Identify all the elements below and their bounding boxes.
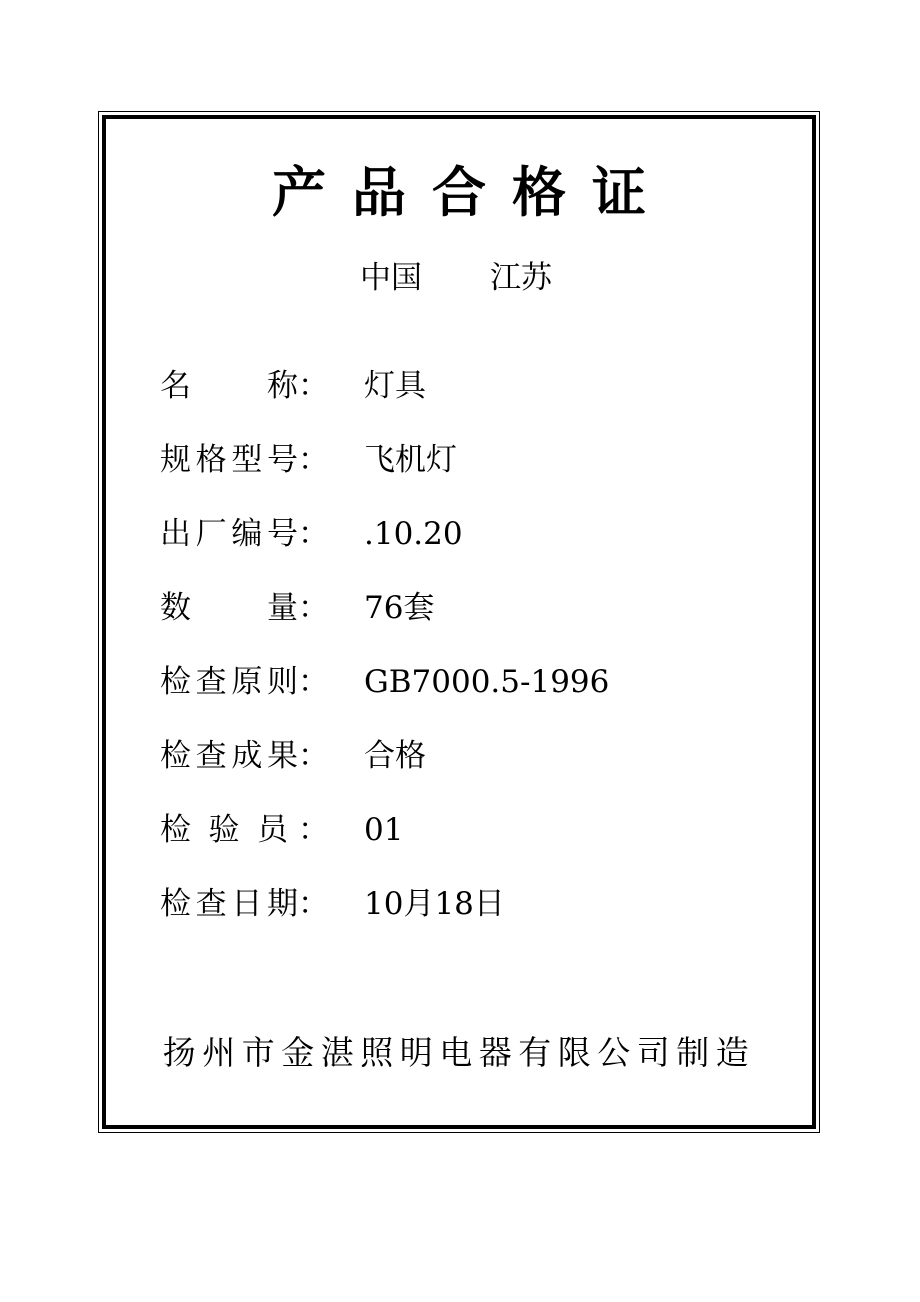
field-colon: ： (298, 664, 329, 700)
field-colon: ： (298, 516, 329, 552)
field-label-char: 员 (257, 812, 288, 848)
field-label-char: 原 (231, 664, 263, 700)
field-label-text (160, 732, 298, 780)
field-label-text (160, 658, 298, 706)
origin-country: 中国 (360, 260, 422, 296)
field-colon: ： (298, 442, 329, 478)
field-label-char: 格 (195, 442, 227, 478)
field-label-result (160, 732, 329, 780)
field-label-char: 成 (231, 738, 263, 774)
field-row-result (0, 732, 920, 780)
field-label-text (160, 880, 298, 928)
field-value-result: 合格 (364, 738, 426, 774)
field-label-char: 量 (267, 590, 298, 626)
field-label-char: 号 (266, 516, 298, 552)
field-label-char: 验 (208, 812, 240, 848)
origin-province: 江苏 (490, 260, 552, 296)
field-label-char: 型 (231, 442, 263, 478)
origin-line (360, 258, 552, 298)
field-colon: ： (298, 738, 329, 774)
field-colon: ： (298, 368, 329, 404)
field-label-char: 规 (160, 442, 191, 478)
field-label-char: 检 (160, 812, 191, 848)
field-label-text (160, 510, 298, 558)
field-label-char: 检 (160, 886, 191, 922)
field-value-quantity: 76套 (364, 590, 435, 626)
field-colon: ： (298, 886, 329, 922)
field-label-char: 则 (266, 664, 298, 700)
field-value-inspector: 01 (364, 812, 404, 848)
field-value-date: 10月18日 (364, 886, 505, 922)
field-label-text (160, 806, 298, 854)
field-row-standard (0, 658, 920, 706)
field-label-char: 厂 (195, 516, 227, 552)
field-label-char: 查 (195, 664, 227, 700)
field-colon: ： (298, 812, 329, 848)
field-label-char: 查 (195, 886, 227, 922)
field-label-text (160, 584, 298, 632)
field-value-model: 飞机灯 (364, 442, 457, 478)
field-label-date (160, 880, 329, 928)
field-label-inspector (160, 806, 329, 854)
field-label-char: 出 (160, 516, 191, 552)
field-label-char: 期 (266, 886, 298, 922)
field-label-name (160, 362, 329, 410)
field-label-text (160, 362, 298, 410)
field-label-char: 号 (266, 442, 298, 478)
field-row-model (0, 436, 920, 484)
field-row-name (0, 362, 920, 410)
field-label-standard (160, 658, 329, 706)
field-row-quantity (0, 584, 920, 632)
field-label-char: 称 (267, 368, 298, 404)
field-colon: ： (298, 590, 329, 626)
field-label-char: 日 (231, 886, 263, 922)
field-label-char: 检 (160, 738, 191, 774)
manufacturer-line: 扬州市金湛照明电器有限公司制造 (162, 1033, 756, 1072)
field-label-char: 数 (160, 590, 191, 626)
field-row-inspector (0, 806, 920, 854)
field-row-date (0, 880, 920, 928)
field-label-char: 检 (160, 664, 191, 700)
field-label-char: 果 (266, 738, 298, 774)
field-label-char: 编 (231, 516, 263, 552)
field-label-text (160, 436, 298, 484)
field-label-char: 名 (160, 368, 191, 404)
field-label-serial (160, 510, 329, 558)
certificate-title: 产品合格证 (272, 161, 672, 224)
field-row-serial (0, 510, 920, 558)
field-value-serial: .10.20 (364, 516, 463, 552)
field-value-standard: GB7000.5-1996 (364, 664, 610, 700)
field-label-model (160, 436, 329, 484)
field-label-char: 查 (195, 738, 227, 774)
field-value-name: 灯具 (364, 368, 426, 404)
field-label-quantity (160, 584, 329, 632)
